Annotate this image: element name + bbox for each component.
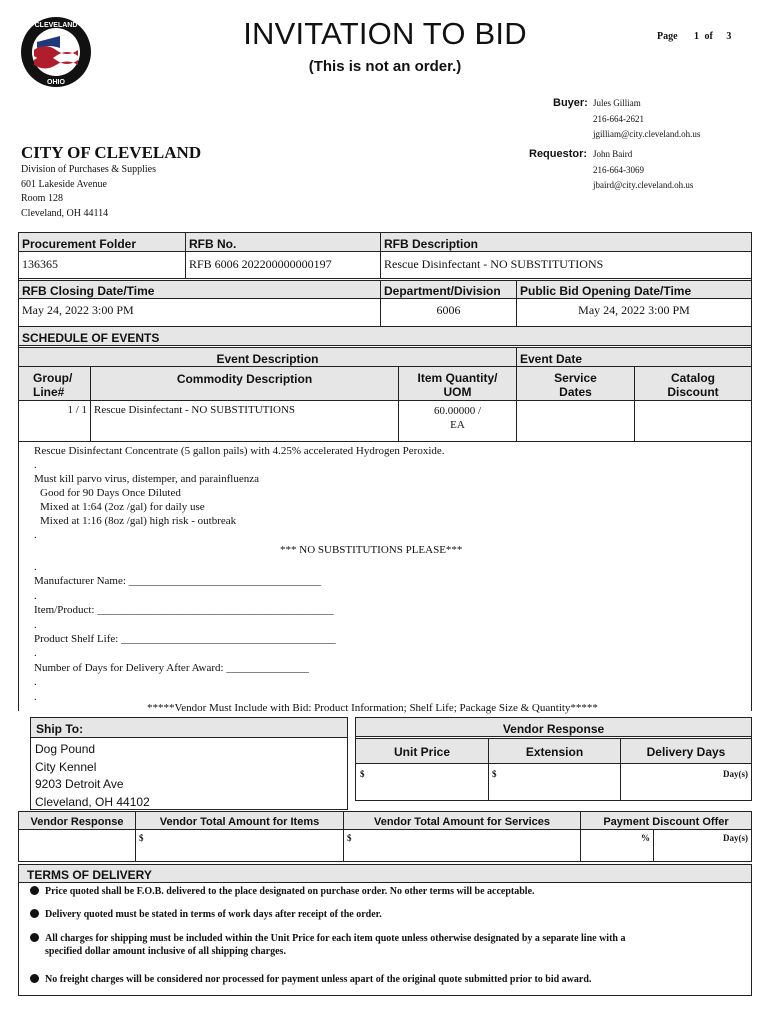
buyer-contact xyxy=(593,96,700,143)
desc-dot: . xyxy=(34,589,37,602)
document-title: INVITATION TO BID xyxy=(243,16,527,51)
proc-folder-value: 136365 xyxy=(22,257,58,271)
term-text: No freight charges will be considered nor processed for payment unless apart of the original quote submitted prior to bid award. xyxy=(45,974,592,985)
requestor-phone: 216-664-3069 xyxy=(593,164,644,175)
bullet-icon xyxy=(30,886,39,895)
term-item-3 xyxy=(30,932,625,958)
shelf-life-field: Product Shelf Life: _______________________________________ xyxy=(34,633,336,646)
delivery-days-field: Number of Days for Delivery After Award: _______________ xyxy=(34,661,309,674)
svg-text:CLEVELAND: CLEVELAND xyxy=(34,22,78,29)
term-text: Price quoted shall be F.O.B. delivered to the place designated on purchase order. No other terms will be acceptable. xyxy=(45,886,535,897)
term-text: specified dollar amount inclusive of all shipping charges. xyxy=(45,946,286,957)
svg-text:OHIO: OHIO xyxy=(47,79,65,86)
totals-services-label: Vendor Total Amount for Services xyxy=(373,816,551,828)
buyer-phone: 216-664-2621 xyxy=(593,113,644,124)
vendor-fill-fields xyxy=(34,560,336,704)
desc-dot: . xyxy=(34,459,37,471)
term-item-4 xyxy=(30,974,591,985)
proc-folder-label: Procurement Folder xyxy=(22,237,137,251)
desc-dot: . xyxy=(34,561,37,573)
bullet-icon xyxy=(30,974,39,983)
opening-label: Public Bid Opening Date/Time xyxy=(520,284,692,298)
dept-label: Department/Division xyxy=(384,284,501,298)
org-address1: 601 Lakeside Avenue xyxy=(21,178,107,190)
term-text: All charges for shipping must be included within the Unit Price for each item quote unless otherwise designated by a separate line with a xyxy=(45,933,626,944)
commodity-label: Commodity Description xyxy=(176,372,313,386)
totals-items-label: Vendor Total Amount for Items xyxy=(159,816,320,828)
ship-line-4: Cleveland, OH 44102 xyxy=(35,794,150,809)
item-qty xyxy=(399,402,516,434)
discount-days-input[interactable]: Day(s) xyxy=(723,833,748,843)
ship-to-address xyxy=(35,741,150,811)
ship-line-1: Dog Pound xyxy=(35,742,96,756)
ship-line-2: City Kennel xyxy=(35,759,97,774)
dept-value: 6006 xyxy=(436,303,461,317)
item-product-field: Item/Product: ___________________________________________ xyxy=(34,604,334,617)
rfb-desc-value: Rescue Disinfectant - NO SUBSTITUTIONS xyxy=(384,257,604,271)
desc-line-4: Mixed at 1:64 (2oz /gal) for daily use xyxy=(40,501,205,513)
org-address xyxy=(21,163,156,221)
rfb-desc-label: RFB Description xyxy=(384,237,479,251)
page-label: Page xyxy=(657,31,678,42)
delivery-days-input[interactable]: Day(s) xyxy=(723,769,748,779)
page-number: 1 xyxy=(694,31,700,42)
desc-dot: . xyxy=(34,676,37,689)
extension-input[interactable]: $ xyxy=(492,769,497,779)
item-commodity: Rescue Disinfectant - NO SUBSTITUTIONS xyxy=(94,404,296,416)
buyer-email: jgilliam@city.cleveland.oh.us xyxy=(593,129,701,139)
payment-discount-label: Payment Discount Offer xyxy=(603,816,729,828)
org-division: Division of Purchases & Supplies xyxy=(21,164,156,175)
service-dates-label: Service Dates xyxy=(554,371,597,399)
page-total: 3 xyxy=(726,31,732,42)
requestor-email: jbaird@city.cleveland.oh.us xyxy=(593,180,694,190)
requestor-label: Requestor: xyxy=(529,148,588,160)
term-item-1 xyxy=(30,886,535,897)
unit-price-input[interactable]: $ xyxy=(360,769,365,779)
vendor-response-label: Vendor Response xyxy=(502,722,605,736)
desc-dot: . xyxy=(34,529,37,541)
extension-label: Extension xyxy=(525,745,584,759)
buyer-name: Jules Gilliam xyxy=(593,98,641,108)
manufacturer-name-field: Manufacturer Name: ___________________________________ xyxy=(34,575,322,588)
closing-value: May 24, 2022 3:00 PM xyxy=(22,303,134,317)
desc-line-1: Rescue Disinfectant Concentrate (5 gallon pails) with 4.25% accelerated Hydrogen Peroxide. xyxy=(34,445,445,457)
event-date-label: Event Date xyxy=(520,352,583,366)
vendor-must-include-note: *****Vendor Must Include with Bid: Product Information; Shelf Life; Package Size & Quantity***** xyxy=(147,702,598,714)
requestor-name: John Baird xyxy=(593,149,633,159)
org-name: CITY OF CLEVELAND xyxy=(21,143,202,162)
desc-dot: . xyxy=(34,647,37,660)
catalog-discount-label: Catalog Discount xyxy=(667,371,719,399)
item-qty-value: 60.00000 / xyxy=(433,405,482,417)
closing-label: RFB Closing Date/Time xyxy=(22,284,155,298)
unit-price-label: Unit Price xyxy=(393,745,450,759)
opening-value: May 24, 2022 3:00 PM xyxy=(578,303,690,317)
schedule-label: SCHEDULE OF EVENTS xyxy=(22,331,160,345)
ship-to-label: Ship To: xyxy=(36,722,84,736)
desc-dot: . xyxy=(34,690,37,703)
desc-line-2: Must kill parvo virus, distemper, and parainfluenza xyxy=(34,473,260,485)
rfb-no-label: RFB No. xyxy=(189,237,237,251)
requestor-contact xyxy=(593,147,693,194)
desc-dot: . xyxy=(34,618,37,631)
item-uom-value: EA xyxy=(450,419,465,431)
desc-line-5: Mixed at 1:16 (8oz /gal) high risk - outbreak xyxy=(40,515,237,527)
buyer-label: Buyer: xyxy=(553,97,588,109)
term-text: Delivery quoted must be stated in terms of work days after receipt of the order. xyxy=(45,909,382,920)
total-items-input[interactable]: $ xyxy=(139,833,144,843)
terms-label: TERMS OF DELIVERY xyxy=(27,868,152,882)
no-substitutions-note: *** NO SUBSTITUTIONS PLEASE*** xyxy=(280,544,463,556)
bullet-icon xyxy=(30,909,39,918)
item-group-line: 1 / 1 xyxy=(67,404,87,416)
rfb-no-value: RFB 6006 202200000000197 xyxy=(189,257,332,271)
term-item-2 xyxy=(30,909,382,920)
discount-percent-input[interactable]: % xyxy=(641,833,650,843)
item-description xyxy=(34,444,445,542)
ship-line-3: 9203 Detroit Ave xyxy=(35,777,124,791)
group-line-label: Group/ Line# xyxy=(33,371,73,399)
bullet-icon xyxy=(30,933,39,942)
event-desc-label: Event Description xyxy=(216,352,319,366)
total-services-input[interactable]: $ xyxy=(347,833,352,843)
desc-line-3: Good for 90 Days Once Diluted xyxy=(40,487,181,499)
org-address2: Room 128 xyxy=(21,193,63,204)
qty-uom-label: Item Quantity/ UOM xyxy=(417,371,498,399)
page-indicator xyxy=(657,31,731,42)
org-city: Cleveland, OH 44114 xyxy=(21,207,109,219)
totals-vendor-response-label: Vendor Response xyxy=(30,816,124,828)
delivery-days-label: Delivery Days xyxy=(646,745,726,759)
page-of: of xyxy=(704,31,713,42)
document-subtitle: (This is not an order.) xyxy=(308,58,462,75)
